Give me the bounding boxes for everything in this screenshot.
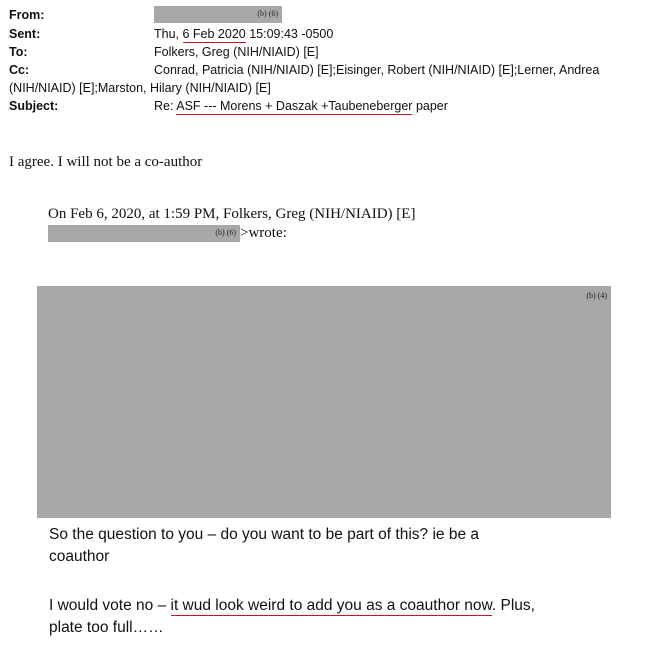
- to-label: To:: [9, 45, 28, 59]
- vote-line2: plate too full……: [49, 619, 164, 636]
- vote-underlined: it wud look weird to add you as a coauthor now: [170, 597, 492, 614]
- cc-line2: (NIH/NIAID) [E];Marston, Hilary (NIH/NIAID) [E]: [9, 81, 271, 95]
- sent-pre: Thu,: [154, 27, 183, 41]
- cc-line1: Conrad, Patricia (NIH/NIAID) [E];Eisinger, Robert (NIH/NIAID) [E];Lerner, Andrea: [154, 63, 600, 77]
- sent-post: 15:09:43 -0500: [245, 27, 334, 41]
- from-label: From:: [9, 8, 45, 22]
- quoted-header-line1: On Feb 6, 2020, at 1:59 PM, Folkers, Greg (NIH/NIAID) [E]: [48, 206, 416, 222]
- content-redaction-block: [37, 286, 611, 518]
- vote-post: . Plus,: [491, 597, 535, 614]
- sent-date-underlined: 6 Feb 2020: [182, 27, 246, 41]
- from-redaction: [154, 6, 282, 23]
- sent-value: [154, 27, 333, 41]
- subject-pre: Re:: [154, 99, 177, 113]
- vote-pre: I would vote no –: [49, 597, 171, 614]
- quoted-redaction-code: (b) (6): [215, 228, 236, 237]
- quoted-wrote: >wrote:: [240, 225, 287, 241]
- from-redaction-code: (b) (6): [257, 9, 278, 18]
- to-value: Folkers, Greg (NIH/NIAID) [E]: [154, 45, 319, 59]
- question-line2: coauthor: [49, 548, 110, 565]
- subject-post: paper: [412, 99, 448, 113]
- subject-value: [154, 99, 448, 113]
- subject-underlined: ASF --- Morens + Daszak +Taubeneberger: [176, 99, 413, 113]
- quoted-email-redaction: [48, 225, 240, 242]
- sent-label: Sent:: [9, 27, 41, 41]
- block-redaction-code: (b) (4): [586, 291, 607, 300]
- subject-label: Subject:: [9, 99, 59, 113]
- reply-text: I agree. I will not be a co-author: [9, 154, 203, 170]
- question-line1: So the question to you – do you want to be part of this? ie be a: [49, 526, 479, 543]
- cc-label: Cc:: [9, 63, 30, 77]
- vote-line1: [49, 597, 535, 615]
